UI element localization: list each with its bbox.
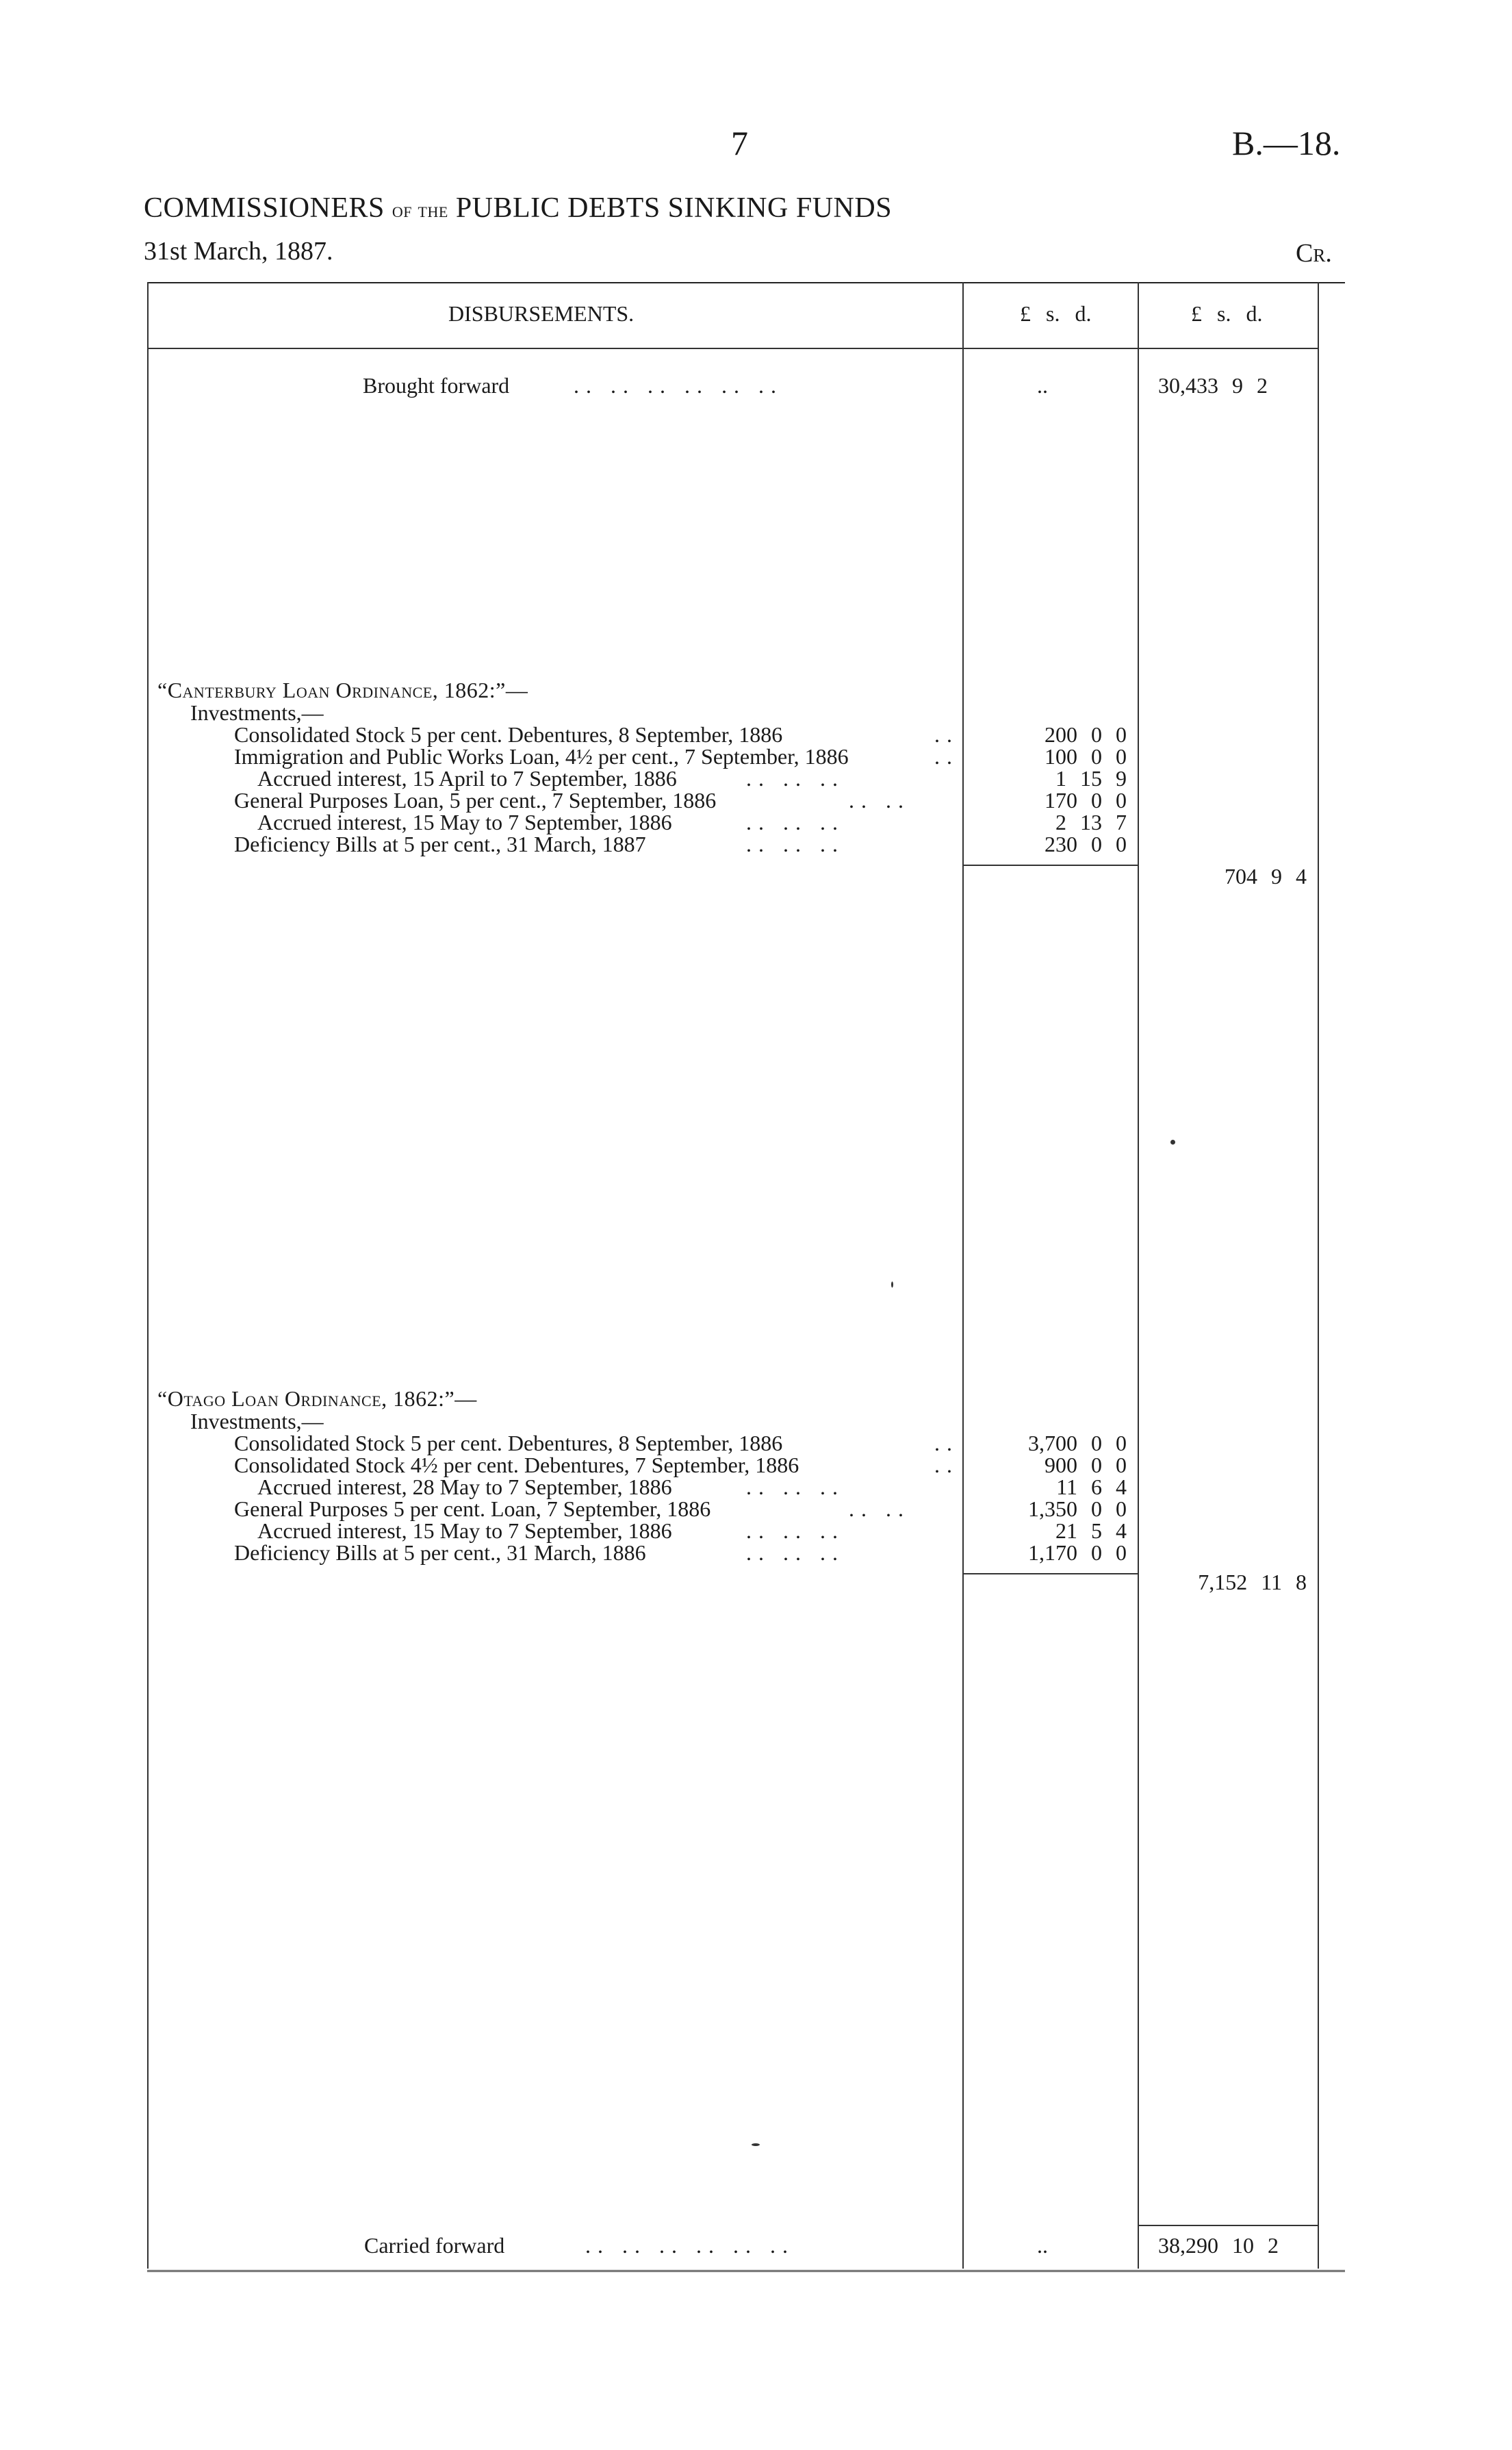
- carried-forward-col1: ..: [1037, 2233, 1048, 2258]
- table-right-border: [1318, 282, 1319, 2269]
- section-heading: “Otago Loan Ordinance, 1862:”—: [157, 1386, 477, 1411]
- line-item-leader: .. ..: [849, 1496, 910, 1521]
- credit-label: Cr.: [1296, 239, 1332, 268]
- line-item-leader: .. .. ..: [746, 1475, 845, 1499]
- page-number: 7: [731, 124, 748, 162]
- line-item-amount: 1,350 0 0: [1028, 1496, 1127, 1521]
- line-item-amount: 900 0 0: [1045, 1453, 1127, 1477]
- line-item-leader: .. .. ..: [746, 1540, 845, 1565]
- line-item-leader: ..: [934, 744, 959, 769]
- line-item-label: Consolidated Stock 4½ per cent. Debentures, 7 September, 1886: [234, 1453, 799, 1477]
- carried-forward-label: Carried forward: [364, 2233, 505, 2258]
- brought-forward-col1: ..: [1037, 373, 1048, 398]
- section-subheading: Investments,—: [190, 1409, 324, 1433]
- brought-forward-leader: .. .. .. .. .. ..: [574, 373, 783, 398]
- line-item-amount: 1,170 0 0: [1028, 1540, 1127, 1565]
- scan-speck: [891, 1281, 893, 1288]
- date-line: 31st March, 1887.: [144, 237, 333, 266]
- line-item-amount: 170 0 0: [1045, 788, 1127, 813]
- line-item-label: Immigration and Public Works Loan, 4½ per cent., 7 September, 1886: [234, 744, 849, 769]
- title-part-3: PUBLIC DEBTS SINKING FUNDS: [455, 192, 893, 224]
- line-item-label: Accrued interest, 15 April to 7 September, 1886: [257, 766, 677, 791]
- line-item-leader: .. .. ..: [746, 832, 845, 856]
- section-heading: “Canterbury Loan Ordinance, 1862:”—: [157, 678, 528, 702]
- line-item-amount: 3,700 0 0: [1028, 1431, 1127, 1455]
- brought-forward-label: Brought forward: [363, 373, 510, 398]
- carried-forward-total: 38,290 10 2: [1158, 2233, 1279, 2258]
- disbursements-table: [147, 282, 1345, 2272]
- scan-speck: [752, 2143, 760, 2146]
- line-item-label: Consolidated Stock 5 per cent. Debentures, 8 September, 1886: [234, 1431, 783, 1455]
- line-item-label: Consolidated Stock 5 per cent. Debentures, 8 September, 1886: [234, 722, 783, 747]
- line-item-amount: 200 0 0: [1045, 722, 1127, 747]
- line-item-label: General Purposes 5 per cent. Loan, 7 September, 1886: [234, 1496, 711, 1521]
- title-part-2: of the: [392, 197, 448, 222]
- line-item-amount: 2 13 7: [1055, 810, 1127, 834]
- page-title: [144, 192, 892, 225]
- document-code: B.—18.: [1232, 124, 1341, 162]
- line-item-label: Accrued interest, 15 May to 7 September, 1886: [257, 1518, 672, 1543]
- carried-forward-leader: .. .. .. .. .. ..: [585, 2233, 795, 2258]
- brought-forward-total: 30,433 9 2: [1158, 373, 1268, 398]
- column-divider-1: [962, 282, 964, 2269]
- section-total: 704 9 4: [1225, 864, 1307, 889]
- line-item-amount: 1 15 9: [1055, 766, 1127, 791]
- scan-speck: [1170, 1140, 1175, 1145]
- header-rule: [147, 348, 1318, 349]
- line-item-amount: 21 5 4: [1055, 1518, 1127, 1543]
- table-left-border: [147, 282, 149, 2269]
- line-item-leader: ..: [934, 722, 959, 747]
- line-item-label: Deficiency Bills at 5 per cent., 31 March, 1887: [234, 832, 646, 856]
- line-item-amount: 230 0 0: [1045, 832, 1127, 856]
- column-divider-2: [1138, 282, 1139, 2269]
- line-item-leader: .. ..: [849, 788, 910, 813]
- line-item-leader: .. .. ..: [746, 810, 845, 834]
- line-item-leader: ..: [934, 1431, 959, 1455]
- line-item-leader: .. .. ..: [746, 1518, 845, 1543]
- line-item-label: General Purposes Loan, 5 per cent., 7 September, 1886: [234, 788, 717, 813]
- section-subheading: Investments,—: [190, 700, 324, 725]
- line-item-label: Accrued interest, 15 May to 7 September, 1886: [257, 810, 672, 834]
- line-item-leader: .. .. ..: [746, 766, 845, 791]
- section-total: 7,152 11 8: [1198, 1570, 1307, 1594]
- line-item-leader: ..: [934, 1453, 959, 1477]
- line-item-amount: 100 0 0: [1045, 744, 1127, 769]
- header-col2-currency: £ s. d.: [1191, 301, 1263, 326]
- line-item-amount: 11 6 4: [1056, 1475, 1127, 1499]
- line-item-label: Deficiency Bills at 5 per cent., 31 March, 1886: [234, 1540, 646, 1565]
- subtotal-rule: [962, 1573, 1138, 1574]
- title-part-1: COMMISSIONERS: [144, 192, 385, 224]
- line-item-label: Accrued interest, 28 May to 7 September, 1886: [257, 1475, 672, 1499]
- header-disbursements: DISBURSEMENTS.: [448, 301, 635, 326]
- header-col1-currency: £ s. d.: [1020, 301, 1092, 326]
- subtotal-rule: [962, 865, 1138, 866]
- carried-total-rule: [1138, 2225, 1318, 2226]
